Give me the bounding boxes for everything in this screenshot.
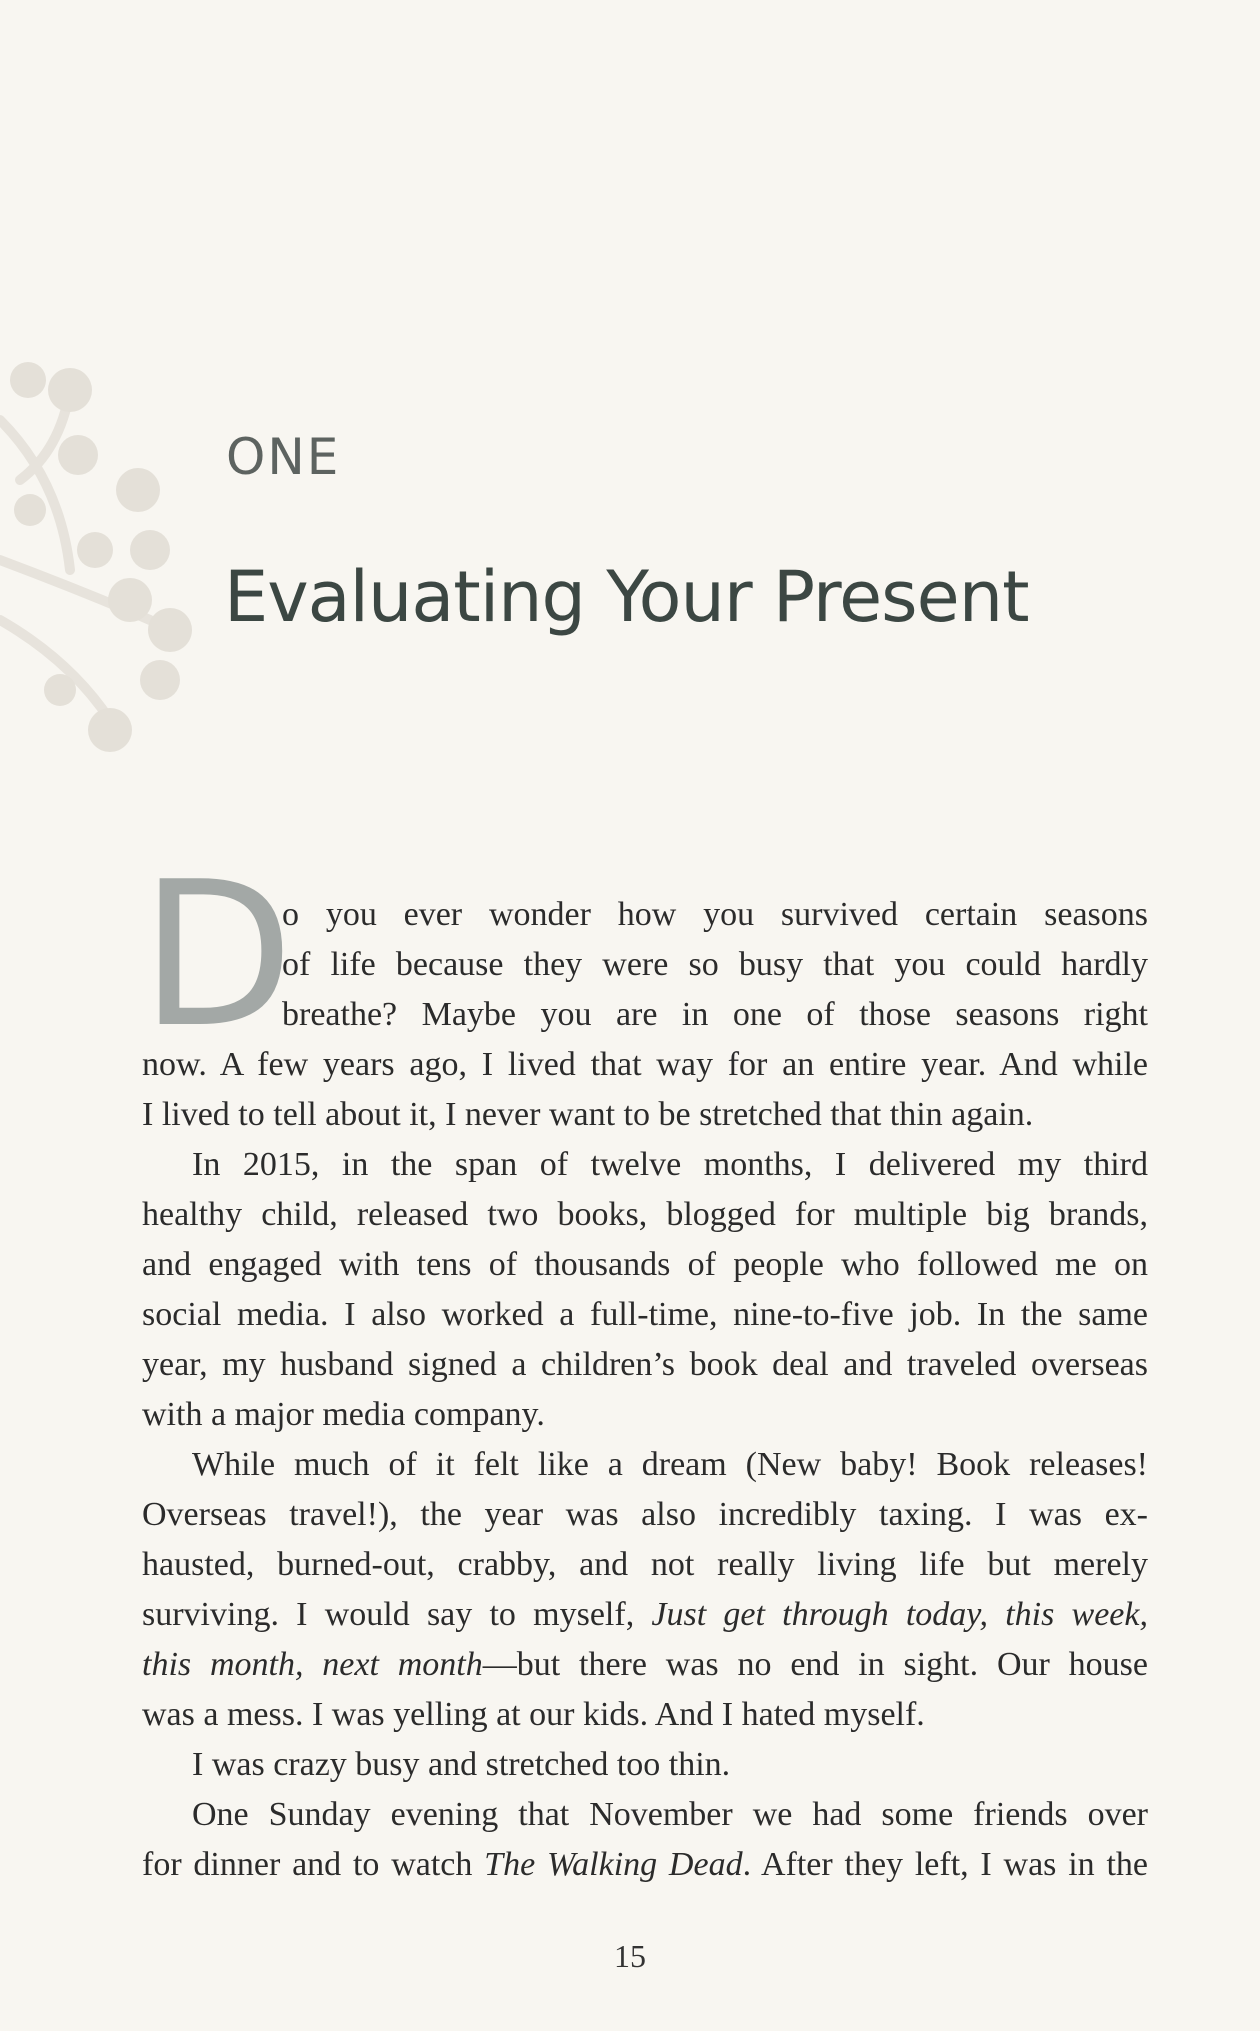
body-text [142, 890, 1148, 1890]
text-line [142, 1640, 1148, 1690]
text-line: While much of it felt like a dream (New baby! Book releases! [192, 1446, 1148, 1483]
text-line: social media. I also worked a full-time, nine-to-five job. In the same [142, 1296, 1148, 1333]
drop-cap-text: D [140, 839, 295, 1072]
text-run: for dinner and to watch [142, 1846, 485, 1883]
text-line [142, 1840, 1148, 1890]
text-run: . After they left, I was in the [742, 1846, 1148, 1883]
text-line [142, 1590, 1148, 1640]
text-line: breathe? Maybe you are in one of those seasons right [282, 996, 1148, 1033]
text-line: year, my husband signed a children’s book deal and traveled overseas [142, 1346, 1148, 1383]
text-run: —but there was no end in sight. Our house [482, 1646, 1148, 1683]
chapter-title: Evaluating Your Present [224, 556, 1029, 638]
floral-ornament-icon [0, 360, 230, 760]
text-line: In 2015, in the span of twelve months, I delivered my third [192, 1146, 1148, 1183]
text-line: Overseas travel!), the year was also incredibly taxing. I was ex- [142, 1496, 1148, 1533]
italic-thought: Just get through today, this week, [651, 1596, 1148, 1633]
text-line: now. A few years ago, I lived that way for an entire year. And while [142, 1046, 1148, 1083]
text-line: was a mess. I was yelling at our kids. And I hated myself. [142, 1696, 925, 1733]
italic-show-title: The Walking Dead [484, 1846, 743, 1883]
page-number: 15 [614, 1938, 646, 1974]
text-line: and engaged with tens of thousands of people who followed me on [142, 1246, 1148, 1283]
text-line: with a major media company. [142, 1396, 545, 1433]
text-line: hausted, burned-out, crabby, and not really living life but merely [142, 1546, 1148, 1583]
chapter-number: ONE [226, 428, 341, 486]
text-run: surviving. I would say to myself, [142, 1596, 652, 1633]
text-line: I was crazy busy and stretched too thin. [192, 1746, 731, 1783]
text-line: o you ever wonder how you survived certain seasons [282, 896, 1148, 933]
text-line: of life because they were so busy that you could hardly [282, 946, 1148, 983]
text-line: One Sunday evening that November we had some friends over [192, 1796, 1148, 1833]
text-line: healthy child, released two books, blogged for multiple big brands, [142, 1196, 1148, 1233]
italic-thought: this month, next month [142, 1646, 483, 1683]
text-line: I lived to tell about it, I never want to be stretched that thin again. [142, 1096, 1034, 1133]
